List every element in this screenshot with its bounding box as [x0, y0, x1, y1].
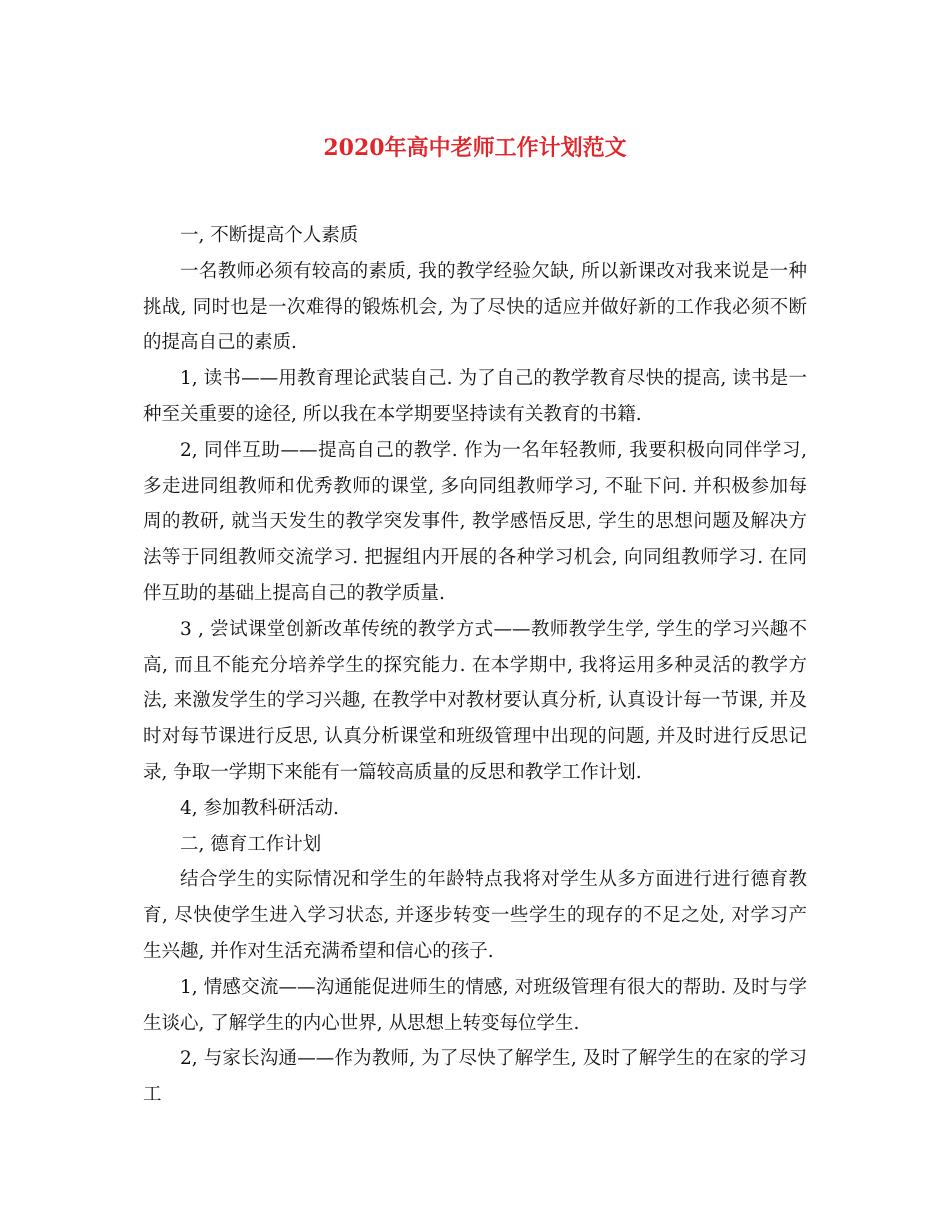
paragraph: 一名教师必须有较高的素质, 我的教学经验欠缺, 所以新课改对我来说是一种挑战, 同时也是一次难得的锻炼机会, 为了尽快的适应并做好新的工作我必须不断的提高自己的素质.	[143, 260, 807, 354]
paragraph: 2, 同伴互助——提高自己的教学. 作为一名年轻教师, 我要积极向同伴学习, 多走进同组教师和优秀教师的课堂, 多向同组教师学习, 不耻下问. 并积极参加每周的教研, 就当天发生的教学突发事件, 教学感悟反思, 学生的思想问题及解决方法等于同组教师交流学习. 把握组内开展的各种学习机会, 向同组教师学习. 在同伴互助的基础上提高自己的教学质量.	[143, 439, 807, 604]
paragraph: 2, 与家长沟通——作为教师, 为了尽快了解学生, 及时了解学生的在家的学习工	[143, 1048, 807, 1106]
paragraph: 3 , 尝试课堂创新改革传统的教学方式——教师教学生学, 学生的学习兴趣不高, 而且不能充分培养学生的探究能力. 在本学期中, 我将运用多种灵活的教学方法, 来激发学生的学习兴趣, 在教学中对教材要认真分析, 认真设计每一节课, 并及时对每节课进行反思, 认真分析课堂和班级管理中出现的问题, 并及时进行反思记录, 争取一学期下来能有一篇较高质量的反思和教学工作计划.	[143, 618, 807, 783]
document-body	[143, 218, 807, 1113]
paragraph: 二, 德育工作计划	[180, 833, 322, 855]
document-title: 2020年高中老师工作计划范文	[323, 135, 627, 161]
paragraph: 1, 情感交流——沟通能促进师生的情感, 对班级管理有很大的帮助. 及时与学生谈心, 了解学生的内心世界, 从思想上转变每位学生.	[143, 976, 807, 1034]
paragraph: 结合学生的实际情况和学生的年龄特点我将对学生从多方面进行进行德育教育, 尽快使学生进入学习状态, 并逐步转变一些学生的现存的不足之处, 对学习产生兴趣, 并作对生活充满希望和信心的孩子.	[143, 869, 807, 962]
paragraph: 4, 参加教科研活动.	[180, 797, 339, 819]
paragraph: 1, 读书——用教育理论武装自己. 为了自己的教学教育尽快的提高, 读书是一种至关重要的途径, 所以我在本学期要坚持读有关教育的书籍.	[143, 368, 807, 425]
paragraph: 一, 不断提高个人素质	[180, 225, 359, 246]
